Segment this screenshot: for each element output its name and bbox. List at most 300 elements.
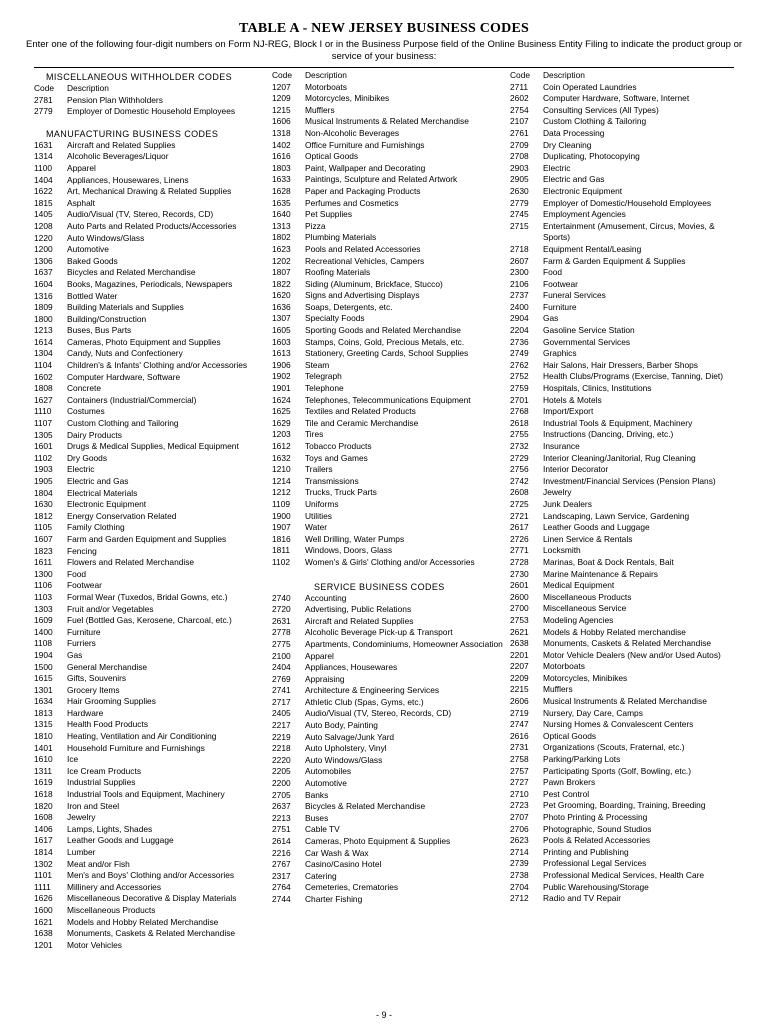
business-description: Nursing Homes & Convalescent Centers <box>543 719 694 730</box>
business-description: Footwear <box>543 278 578 289</box>
table-row <box>34 395 266 407</box>
table-row <box>272 720 504 732</box>
business-description: General Merchandise <box>67 661 148 672</box>
business-code: 1808 <box>34 383 53 394</box>
table-row <box>510 174 740 186</box>
business-description: Pools and Related Accessories <box>305 243 421 254</box>
business-code: 1401 <box>34 742 53 753</box>
column-3 <box>510 70 740 905</box>
business-code: 1102 <box>34 452 53 463</box>
business-description: Pet Supplies <box>305 209 353 220</box>
business-code: 2736 <box>510 336 529 347</box>
table-row <box>34 905 266 917</box>
business-code: 1809 <box>34 302 53 313</box>
business-description: Governmental Services <box>543 336 631 347</box>
column-1 <box>34 70 266 951</box>
business-description: Accounting <box>305 592 347 603</box>
business-code: 1617 <box>34 835 53 846</box>
business-code: 2218 <box>272 743 291 754</box>
service-code-list-continued <box>510 82 740 905</box>
table-row <box>34 441 266 453</box>
business-description: Paintings, Sculpture and Related Artwork <box>305 174 458 185</box>
business-code: 2220 <box>272 754 291 765</box>
business-code: 1803 <box>272 162 291 173</box>
table-row <box>272 766 504 778</box>
business-code: 2200 <box>272 778 291 789</box>
business-code: 1313 <box>272 220 291 231</box>
business-code: 1620 <box>272 290 291 301</box>
business-description: Ice Cream Products <box>67 765 142 776</box>
table-row <box>34 604 266 616</box>
business-code: 1307 <box>272 313 291 324</box>
business-description: Hospitals, Clinics, Institutions <box>543 383 652 394</box>
table-row <box>272 244 504 256</box>
business-description: Professional Medical Services, Health Care <box>543 869 705 880</box>
business-code: 1305 <box>34 429 53 440</box>
table-row <box>510 151 740 163</box>
business-description: Coin Operated Laundries <box>543 81 637 92</box>
business-description: Athletic Club (Spas, Gyms, etc.) <box>305 696 424 707</box>
business-description: Food <box>543 267 563 278</box>
table-row <box>34 360 266 372</box>
table-row <box>34 592 266 604</box>
business-code: 2205 <box>272 766 291 777</box>
business-code: 1610 <box>34 754 53 765</box>
business-code: 2631 <box>272 615 291 626</box>
table-row <box>34 499 266 511</box>
table-row <box>272 464 504 476</box>
business-description: Motorboats <box>305 81 347 92</box>
business-code: 1301 <box>34 684 53 695</box>
business-description: Cable TV <box>305 824 340 835</box>
table-row <box>34 743 266 755</box>
business-description: Custom Clothing & Tailoring <box>543 116 647 127</box>
business-description: Dry Goods <box>67 452 108 463</box>
business-description: Consulting Services (All Types) <box>543 104 659 115</box>
business-code: 1622 <box>34 186 53 197</box>
table-row <box>34 488 266 500</box>
table-row <box>272 453 504 465</box>
business-code: 2747 <box>510 719 529 730</box>
business-code: 2404 <box>272 662 291 673</box>
table-row <box>272 256 504 268</box>
table-row <box>34 534 266 546</box>
table-row <box>272 882 504 894</box>
table-row <box>272 186 504 198</box>
business-description: Custom Clothing and Tailoring <box>67 418 179 429</box>
table-row <box>510 870 740 882</box>
business-code: 1109 <box>272 498 291 509</box>
business-description: Leather Goods and Luggage <box>543 522 650 533</box>
business-description: Containers (Industrial/Commercial) <box>67 394 197 405</box>
business-description: Toys and Games <box>305 452 368 463</box>
table-row <box>272 545 504 557</box>
business-code: 1900 <box>272 510 291 521</box>
table-row <box>510 638 740 650</box>
table-row <box>510 511 740 523</box>
business-description: Trucks, Truck Parts <box>305 487 377 498</box>
business-description: Computer Hardware, Software <box>67 371 181 382</box>
business-description: Asphalt <box>67 197 95 208</box>
business-code: 1500 <box>34 661 53 672</box>
business-code: 1811 <box>272 545 291 556</box>
business-code: 1406 <box>34 823 53 834</box>
business-description: Building/Construction <box>67 313 147 324</box>
business-description: Alcoholic Beverages/Liquor <box>67 151 169 162</box>
business-code: 2769 <box>272 673 291 684</box>
business-description: Auto Upholstery, Vinyl <box>305 743 387 754</box>
business-code: 2728 <box>510 556 529 567</box>
business-description: Paper and Packaging Products <box>305 185 421 196</box>
table-row <box>272 337 504 349</box>
table-row <box>272 593 504 605</box>
business-code: 2727 <box>510 777 529 788</box>
business-description: Auto Salvage/Junk Yard <box>305 731 395 742</box>
business-code: 1810 <box>34 731 53 742</box>
business-code: 1314 <box>34 151 53 162</box>
table-row <box>272 487 504 499</box>
business-description: Employer of Domestic Household Employees <box>67 106 236 117</box>
table-row <box>510 569 740 581</box>
business-description: Gas <box>67 649 83 660</box>
business-code: 1614 <box>34 336 53 347</box>
table-row <box>272 221 504 233</box>
business-code: 1608 <box>34 812 53 823</box>
business-description: Electric <box>543 162 571 173</box>
business-description: Fencing <box>67 545 97 556</box>
table-row <box>34 789 266 801</box>
business-description: Well Drilling, Water Pumps <box>305 533 405 544</box>
table-row <box>272 360 504 372</box>
business-code: 2759 <box>510 383 529 394</box>
table-row <box>510 186 740 198</box>
table-row <box>272 395 504 407</box>
business-code: 1626 <box>34 893 53 904</box>
business-code: 2207 <box>510 661 529 672</box>
business-description: Fruit and/or Vegetables <box>67 603 154 614</box>
business-description: Graphics <box>543 348 577 359</box>
business-description: Architecture & Engineering Services <box>305 685 440 696</box>
business-description: Fuel (Bottled Gas, Kerosene, Charcoal, etc.) <box>67 615 232 626</box>
business-code: 1823 <box>34 545 53 556</box>
business-code: 1636 <box>272 301 291 312</box>
business-description: Models and Hobby Related Merchandise <box>67 916 219 927</box>
business-code: 2637 <box>272 801 291 812</box>
business-description: Motor Vehicles <box>67 939 122 950</box>
business-description: Drugs & Medical Supplies, Medical Equipment <box>67 441 239 452</box>
business-description: Professional Legal Services <box>543 858 647 869</box>
table-row <box>272 302 504 314</box>
code-header: Code <box>272 70 293 80</box>
business-description: Automotive <box>67 244 109 255</box>
table-row <box>510 256 740 268</box>
business-code: 1634 <box>34 696 53 707</box>
business-description: Insurance <box>543 441 580 451</box>
table-row <box>34 696 266 708</box>
table-row <box>34 882 266 894</box>
table-row <box>510 198 740 210</box>
table-row <box>272 174 504 186</box>
business-description: Industrial Tools & Equipment, Machinery <box>543 417 693 428</box>
business-description: Ice <box>67 754 79 765</box>
table-row <box>34 719 266 731</box>
business-description: Cameras, Photo Equipment and Supplies <box>67 336 221 347</box>
table-row <box>272 348 504 360</box>
business-code: 2705 <box>272 789 291 800</box>
business-code: 2732 <box>510 441 529 451</box>
business-description: Tile and Ceramic Merchandise <box>305 417 419 428</box>
code-header: Code <box>510 70 531 80</box>
table-row <box>510 209 740 221</box>
business-code: 2729 <box>510 452 529 463</box>
business-description: Bicycles and Related Merchandise <box>67 267 196 278</box>
table-row <box>272 604 504 616</box>
business-code: 1820 <box>34 800 53 811</box>
table-row <box>34 106 266 118</box>
business-description: Perfumes and Cosmetics <box>305 197 399 208</box>
manufacturing-code-list <box>34 140 266 952</box>
business-description: Books, Magazines, Periodicals, Newspapers <box>67 278 233 289</box>
table-row <box>510 650 740 662</box>
business-code: 2757 <box>510 765 529 776</box>
business-code: 2617 <box>510 522 529 533</box>
business-description: Industrial Tools and Equipment, Machinery <box>67 789 225 800</box>
business-code: 1214 <box>272 475 291 486</box>
business-code: 2709 <box>510 139 529 150</box>
table-row <box>510 742 740 754</box>
business-description: Interior Cleaning/Janitorial, Rug Cleaning <box>543 452 696 463</box>
table-row <box>272 209 504 221</box>
table-row <box>510 348 740 360</box>
table-row <box>34 291 266 303</box>
business-description: Import/Export <box>543 406 594 417</box>
business-code: 2754 <box>510 104 529 115</box>
business-code: 1638 <box>34 928 53 939</box>
table-row <box>510 406 740 418</box>
table-row <box>34 186 266 198</box>
business-code: 1627 <box>34 394 53 405</box>
business-code: 2712 <box>510 893 529 904</box>
business-description: Roofing Materials <box>305 267 371 278</box>
business-code: 2711 <box>510 81 529 92</box>
business-code: 1405 <box>34 209 53 220</box>
table-row <box>34 685 266 697</box>
business-code: 1202 <box>272 255 291 266</box>
business-code: 2761 <box>510 127 529 138</box>
business-description: Audio/Visual (TV, Stereo, Records, CD) <box>67 209 214 220</box>
business-code: 2700 <box>510 603 529 614</box>
business-code: 2904 <box>510 313 529 324</box>
business-description: Appraising <box>305 673 345 684</box>
business-code: 2219 <box>272 731 291 742</box>
business-description: Dairy Products <box>67 429 122 440</box>
table-row <box>34 673 266 685</box>
table-row <box>34 244 266 256</box>
business-description: Furniture <box>543 301 577 312</box>
business-code: 1208 <box>34 220 53 231</box>
business-description: Jewelry <box>543 487 572 498</box>
business-code: 1635 <box>272 197 291 208</box>
business-description: Tires <box>305 429 324 440</box>
table-row <box>34 314 266 326</box>
table-row <box>510 603 740 615</box>
business-description: Miscellaneous Service <box>543 603 627 614</box>
business-description: Flowers and Related Merchandise <box>67 557 195 568</box>
business-code: 1103 <box>34 591 53 602</box>
table-row <box>34 256 266 268</box>
table-row <box>34 766 266 778</box>
table-row <box>34 638 266 650</box>
business-description: Costumes <box>67 406 105 417</box>
table-row <box>272 662 504 674</box>
description-header: Description <box>543 70 585 80</box>
business-description: Participating Sports (Golf, Bowling, etc.) <box>543 765 692 776</box>
table-row <box>272 371 504 383</box>
business-description: Pest Control <box>543 788 590 799</box>
table-row <box>272 859 504 871</box>
business-code: 2762 <box>510 359 529 370</box>
table-row <box>272 406 504 418</box>
business-description: Furriers <box>67 638 96 649</box>
table-row <box>510 766 740 778</box>
table-row <box>510 290 740 302</box>
business-description: Employment Agencies <box>543 209 626 220</box>
business-code: 1906 <box>272 359 291 370</box>
business-description: Buses, Bus Parts <box>67 325 132 336</box>
table-row <box>272 290 504 302</box>
business-description: Telephones, Telecommunications Equipment <box>305 394 471 405</box>
table-row <box>34 893 266 905</box>
business-description: Lamps, Lights, Shades <box>67 823 153 834</box>
business-code: 1213 <box>34 325 53 336</box>
business-description: Gasoline Service Station <box>543 325 635 336</box>
business-code: 1220 <box>34 232 53 243</box>
business-code: 2739 <box>510 858 529 869</box>
business-description: Millinery and Accessories <box>67 881 162 892</box>
business-code: 1640 <box>272 209 291 220</box>
business-description: Concrete <box>67 383 101 394</box>
business-code: 1813 <box>34 707 53 718</box>
business-description: Telephone <box>305 383 344 394</box>
table-row <box>272 279 504 291</box>
column-header <box>272 70 504 82</box>
business-code: 1316 <box>34 290 53 301</box>
business-description: Funeral Services <box>543 290 606 301</box>
table-row <box>510 592 740 604</box>
business-code: 2710 <box>510 788 529 799</box>
table-row <box>510 244 740 256</box>
business-code: 2606 <box>510 696 529 707</box>
business-code: 2701 <box>510 394 529 405</box>
business-description: Baked Goods <box>67 255 118 266</box>
table-row <box>510 800 740 812</box>
business-description: Recreational Vehicles, Campers <box>305 255 425 266</box>
business-description: Siding (Aluminum, Brickface, Stucco) <box>305 278 443 289</box>
business-code: 2106 <box>510 278 529 289</box>
business-code: 2753 <box>510 614 529 625</box>
table-row <box>34 372 266 384</box>
business-code: 2706 <box>510 823 529 834</box>
table-row <box>510 522 740 534</box>
table-row <box>510 731 740 743</box>
table-row <box>272 616 504 628</box>
table-row <box>34 824 266 836</box>
table-row <box>272 429 504 441</box>
page-title: TABLE A - NEW JERSEY BUSINESS CODES <box>239 21 529 36</box>
business-description: Marine Maintenance & Repairs <box>543 568 658 579</box>
business-description: Entertainment (Amusement, Circus, Movies, & Sports) <box>543 220 715 243</box>
section-heading-misc: MISCELLANEOUS WITHHOLDER CODES <box>46 72 233 82</box>
business-code: 2742 <box>510 475 529 486</box>
business-description: Motorboats <box>543 661 585 672</box>
business-description: Electric <box>67 464 95 475</box>
business-code: 1105 <box>34 522 53 533</box>
business-description: Plumbing Materials <box>305 232 377 243</box>
table-row <box>34 847 266 859</box>
business-description: Health Food Products <box>67 719 149 730</box>
business-code: 1315 <box>34 719 53 730</box>
table-row <box>510 82 740 94</box>
business-description: Cemeteries, Crematories <box>305 882 399 893</box>
business-description: Art, Mechanical Drawing & Related Supplies <box>67 186 232 197</box>
business-description: Formal Wear (Tuxedos, Bridal Gowns, etc.) <box>67 591 228 602</box>
table-row <box>34 348 266 360</box>
business-description: Soaps, Detergents, etc. <box>305 301 393 312</box>
table-row <box>272 82 504 94</box>
table-row <box>34 302 266 314</box>
business-description: Gifts, Souvenirs <box>67 673 127 684</box>
business-code: 1609 <box>34 615 53 626</box>
business-code: 2744 <box>272 893 291 904</box>
table-row <box>510 337 740 349</box>
table-row <box>34 546 266 558</box>
table-row <box>510 824 740 836</box>
business-description: Motorcycles, Minibikes <box>305 93 390 104</box>
business-description: Miscellaneous Decorative & Display Materials <box>67 893 237 904</box>
table-row <box>34 569 266 581</box>
business-description: Hair Grooming Supplies <box>67 696 156 707</box>
business-code: 1400 <box>34 626 53 637</box>
business-description: Apparel <box>67 162 96 173</box>
table-row <box>510 128 740 140</box>
business-description: Appliances, Housewares <box>305 662 398 673</box>
table-row <box>510 476 740 488</box>
table-row <box>34 163 266 175</box>
business-code: 2715 <box>510 220 529 231</box>
business-code: 1603 <box>272 336 291 347</box>
table-row <box>272 557 504 569</box>
table-row <box>34 325 266 337</box>
business-code: 2717 <box>272 696 291 707</box>
table-row <box>34 650 266 662</box>
table-row <box>34 430 266 442</box>
business-code: 1201 <box>34 939 53 950</box>
table-row <box>34 754 266 766</box>
table-row <box>34 859 266 871</box>
business-description: Duplicating, Photocopying <box>543 151 640 162</box>
business-code: 1612 <box>272 441 291 451</box>
business-code: 1633 <box>272 174 291 185</box>
business-code: 1903 <box>34 464 53 475</box>
business-code: 1107 <box>34 418 53 429</box>
business-code: 2758 <box>510 754 529 765</box>
business-description: Farm & Garden Equipment & Supplies <box>543 255 686 266</box>
table-row <box>510 395 740 407</box>
table-row <box>272 522 504 534</box>
business-code: 2204 <box>510 325 529 336</box>
business-code: 1111 <box>34 881 51 892</box>
business-code: 2755 <box>510 429 529 440</box>
